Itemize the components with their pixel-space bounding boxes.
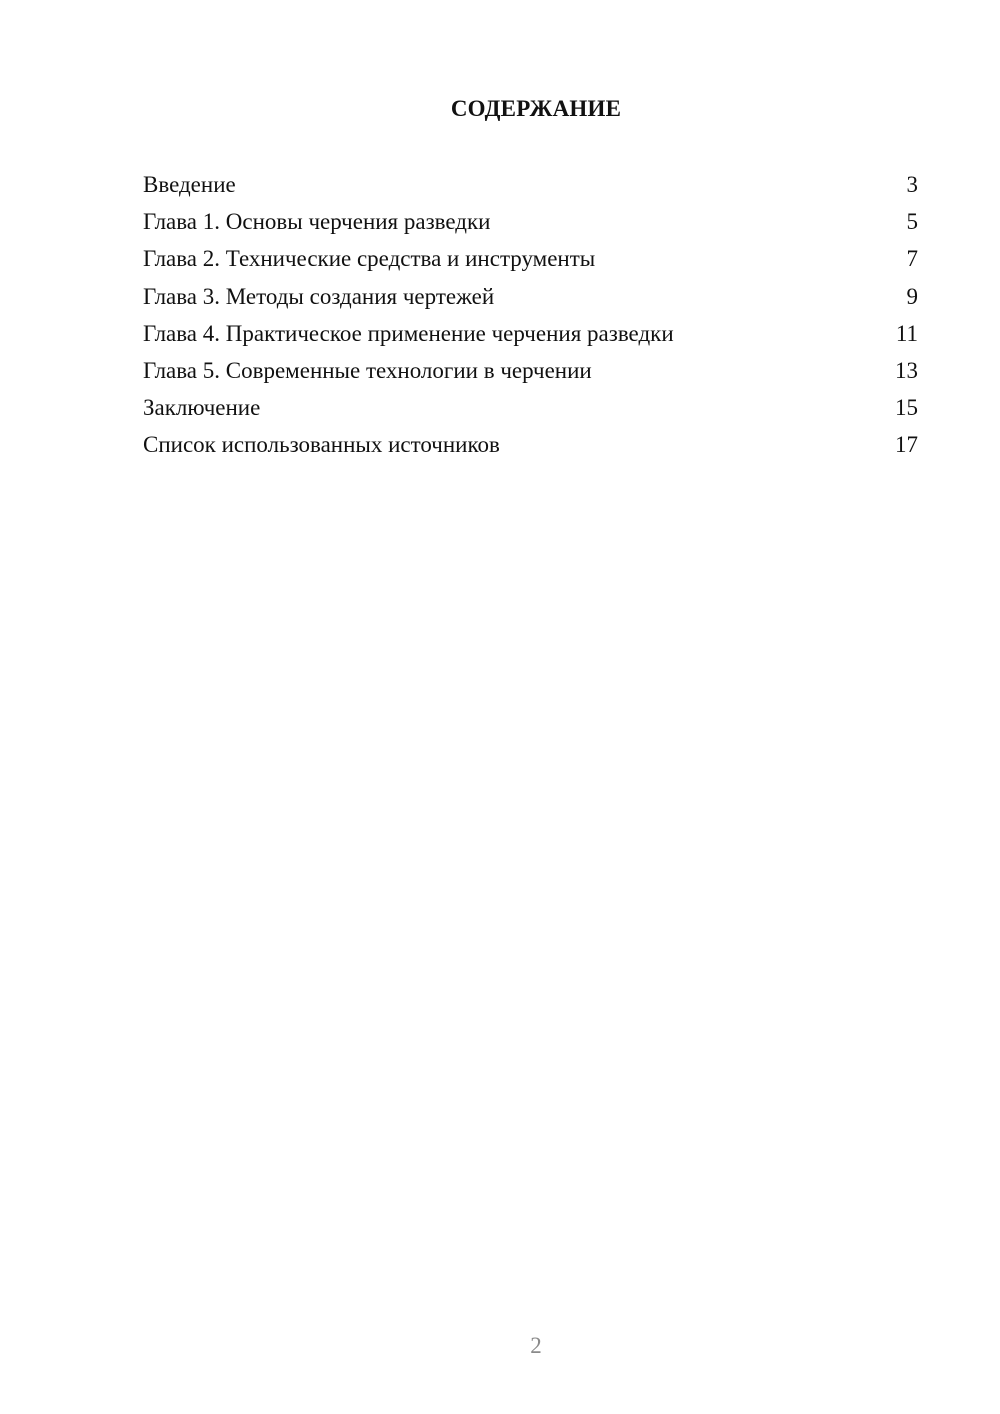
toc-entry-chapter-4	[143, 318, 918, 355]
toc-entry-label: Введение	[143, 172, 236, 197]
toc-entry-references	[143, 429, 918, 466]
toc-entry-conclusion	[143, 392, 918, 429]
toc-entry-chapter-3	[143, 281, 918, 318]
toc-entry-label: Глава 2. Технические средства и инструменты	[143, 246, 596, 272]
page-number: 2	[530, 1333, 542, 1358]
toc-entry-chapter-2	[143, 243, 918, 280]
table-of-contents	[143, 169, 918, 467]
toc-entry-label: Заключение	[143, 395, 261, 421]
toc-entry-page: 5	[906, 209, 918, 235]
toc-entry-label: Глава 4. Практическое применение черчения разведки	[143, 320, 674, 346]
toc-entry-page: 9	[906, 283, 918, 309]
toc-entry-label: Список использованных источников	[143, 432, 500, 458]
toc-entry-introduction	[143, 169, 918, 206]
toc-entry-page: 15	[895, 395, 918, 421]
toc-entry-page: 7	[906, 246, 918, 272]
toc-entry-label: Глава 1. Основы черчения разведки	[143, 209, 491, 235]
toc-entry-label: Глава 5. Современные технологии в черчении	[143, 357, 592, 383]
toc-title: СОДЕРЖАНИЕ	[450, 96, 622, 121]
toc-entry-label: Глава 3. Методы создания чертежей	[143, 283, 495, 309]
toc-entry-page: 13	[895, 357, 918, 383]
toc-entry-chapter-1	[143, 206, 918, 243]
toc-entry-page: 3	[906, 172, 918, 197]
toc-entry-page: 11	[895, 320, 918, 346]
toc-entry-page: 17	[895, 432, 918, 458]
toc-entry-chapter-5	[143, 355, 918, 392]
